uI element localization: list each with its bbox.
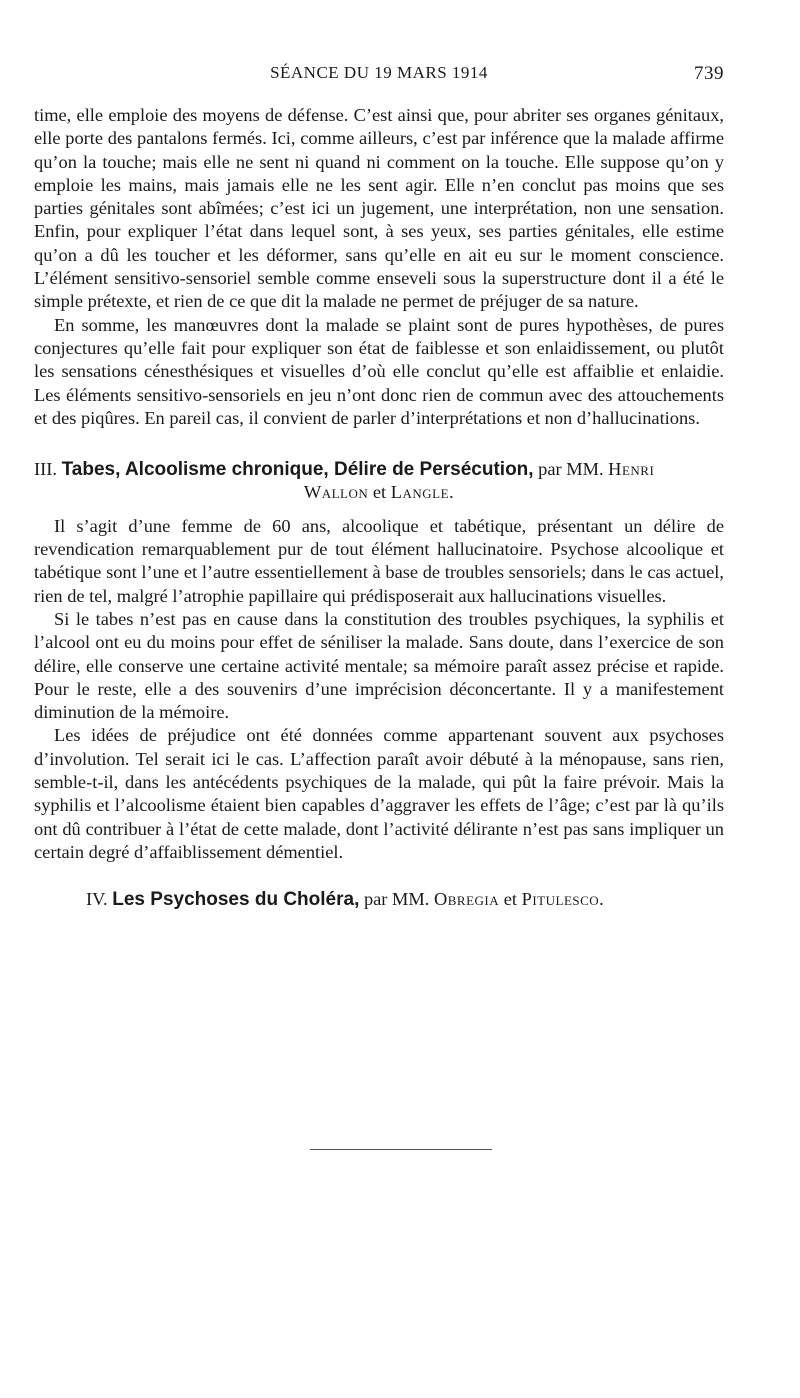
paragraph: En somme, les manœuvres dont la malade se plaint sont de pures hypothèses, de pures conjectures qu’elle fait pour expliquer son état de faiblesse et son enlaidissement, ou plutôt les sensations cénesthésiques et visuelles d’où elle conclut qu’elle est affaiblie et enlaidie. Les éléments sensitivo-sensoriels en jeu n’ont donc rien de commun avec des attouchements et des piqûres. En pareil cas, il convient de parler d’interprétations et non d’hallucinations. <box>34 314 724 428</box>
section-par: par MM. <box>363 889 430 910</box>
header-title: SÉANCE DU 19 MARS 1914 <box>270 63 488 82</box>
author-surname: Langle. <box>390 482 455 503</box>
author-and: et <box>503 889 518 910</box>
author-surname: Obregia <box>433 889 500 910</box>
author-and: et <box>372 482 387 503</box>
section-heading-4 <box>34 888 724 911</box>
author-firstname: Henri <box>608 459 655 480</box>
author-surname: Wallon <box>303 482 369 503</box>
page-number: 739 <box>694 63 724 84</box>
section-authors-line <box>34 481 724 504</box>
section-par: par MM. <box>538 459 604 480</box>
section-number: III. <box>34 459 57 480</box>
section-title: Les Psychoses du Choléra, <box>112 889 360 911</box>
paragraph: Si le tabes n’est pas en cause dans la constitution des troubles psychiques, la syphilis et l’alcool ont eu du moins pour effet de séniliser la malade. Sans doute, dans l’exercice de son délire, elle conserve une certaine activité mentale; sa mémoire paraît assez précise et rapide. Pour le reste, elle a des souvenirs d’une imprécision déconcertante. Il y a manifestement diminution de la mémoire. <box>34 608 724 723</box>
end-rule <box>310 1149 492 1150</box>
text-body <box>34 104 724 912</box>
running-header <box>34 63 724 87</box>
paragraph: Il s’agit d’une femme de 60 ans, alcoolique et tabétique, présentant un délire de revendication remarquablement pur de tout élément hallucinatoire. Psychose alcoolique et tabétique sont l’une et l’autre essentiellement à base de troubles sensoriels; dans le cas actuel, rien de tel, malgré l’atrophie papillaire qui prédisposerait aux hallucinations visuelles. <box>34 515 724 606</box>
section-title: Tabes, Alcoolisme chronique, Délire de Persécution, <box>61 459 534 481</box>
paragraph: time, elle emploie des moyens de défense. C’est ainsi que, pour abriter ses organes génitaux, elle porte des pantalons fermés. Ici, comme ailleurs, c’est par inférence que la malade affirme qu’on la touche; mais elle ne sent ni quand ni comment on la touche. Elle suppose qu’on y emploie les mains, mais jamais elle ne les sent agir. Elle n’en conclut pas moins que ses parties génitales sont abîmées; c’est ici un jugement, une interprétation, non une sensation. Enfin, pour expliquer l’état dans lequel sont, à ses yeux, ses parties génitales, elle estime qu’on a dû les toucher et les déformer, sans qu’elle en ait eu sur le moment conscience. L’élément sensitivo-sensoriel semble comme enseveli sous la superstructure dont il a été le simple prétexte, et rien de ce que dit la malade ne permet de préjuger de sa nature. <box>34 105 724 312</box>
section-heading-3 <box>34 458 724 505</box>
author-surname: Pitulesco. <box>521 889 605 910</box>
paragraph: Les idées de préjudice ont été données comme appartenant souvent aux psychoses d’involution. Tel serait ici le cas. L’affection paraît avoir débuté à la ménopause, sans rien, semble-t-il, dans les antécédents psychiques de la malade, qui pût la faire prévoir. Mais la syphilis et l’alcoolisme étaient bien capables d’aggraver les effets de l’âge; c’est par là qu’ils ont dû contribuer à l’état de cette malade, dont l’activité délirante n’est pas sans impliquer un certain degré d’affaiblissement démentiel. <box>34 725 724 862</box>
section-number: IV. <box>86 889 108 910</box>
